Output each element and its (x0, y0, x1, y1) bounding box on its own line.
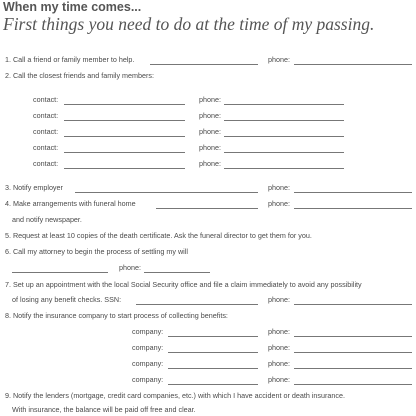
contact-5-label: contact: (33, 159, 59, 168)
item-7-phone-blank[interactable] (294, 304, 412, 305)
contact-4-phone-blank[interactable] (224, 152, 344, 153)
contact-3-blank[interactable] (64, 136, 185, 137)
company-2-phone-label: phone: (268, 343, 290, 352)
company-1-phone-blank[interactable] (294, 336, 412, 337)
item-2-text: 2. Call the closest friends and family members: (5, 71, 155, 80)
contact-3-phone-blank[interactable] (224, 136, 344, 137)
contact-2-label: contact: (33, 111, 59, 120)
item-1-phone-blank[interactable] (294, 64, 412, 65)
company-4-label: company: (132, 375, 164, 384)
contact-2-blank[interactable] (64, 120, 185, 121)
contact-3-label: contact: (33, 127, 59, 136)
company-2-blank[interactable] (168, 352, 258, 353)
item-3-text: 3. Notify employer (5, 183, 63, 192)
item-1-blank[interactable] (150, 64, 258, 65)
item-4-blank[interactable] (156, 208, 258, 209)
contact-5-blank[interactable] (64, 168, 185, 169)
contact-1-phone-blank[interactable] (224, 104, 344, 105)
company-3-blank[interactable] (168, 368, 258, 369)
item-9-text-cont: With insurance, the balance will be paid off free and clear. (12, 405, 196, 414)
item-6-text: 6. Call my attorney to begin the process of settling my will (5, 247, 188, 256)
item-3-phone-blank[interactable] (294, 192, 412, 193)
item-6-phone-blank[interactable] (144, 272, 210, 273)
item-5-text: 5. Request at least 10 copies of the death certificate. Ask the funeral director to get them for you. (5, 231, 312, 240)
form-title: When my time comes... (3, 0, 142, 14)
company-3-label: company: (132, 359, 164, 368)
contact-1-blank[interactable] (64, 104, 185, 105)
contact-2-phone-blank[interactable] (224, 120, 344, 121)
item-4-phone-label: phone: (268, 199, 290, 208)
contact-1-label: contact: (33, 95, 59, 104)
contact-3-phone-label: phone: (199, 127, 221, 136)
form-subtitle: First things you need to do at the time of my passing. (3, 14, 375, 34)
item-3-blank[interactable] (75, 192, 258, 193)
contact-5-phone-blank[interactable] (224, 168, 344, 169)
item-7-phone-label: phone: (268, 295, 290, 304)
company-3-phone-blank[interactable] (294, 368, 412, 369)
ssn-blank[interactable] (136, 304, 258, 305)
item-8-text: 8. Notify the insurance company to start process of collecting benefits: (5, 311, 228, 320)
contact-5-phone-label: phone: (199, 159, 221, 168)
item-4-text-cont: and notify newspaper. (12, 215, 82, 224)
item-7-text-cont: of losing any benefit checks. SSN: (12, 295, 122, 304)
contact-4-blank[interactable] (64, 152, 185, 153)
company-2-phone-blank[interactable] (294, 352, 412, 353)
company-4-phone-blank[interactable] (294, 384, 412, 385)
item-1-text: 1. Call a friend or family member to help. (5, 55, 135, 64)
company-3-phone-label: phone: (268, 359, 290, 368)
item-3-phone-label: phone: (268, 183, 290, 192)
item-9-text: 9. Notify the lenders (mortgage, credit card companies, etc.) with which I have accident or death insurance. (5, 391, 345, 400)
item-7-text: 7. Set up an appointment with the local Social Security office and file a claim immediately to avoid any possibility (5, 280, 362, 289)
item-4-phone-blank[interactable] (294, 208, 412, 209)
contact-2-phone-label: phone: (199, 111, 221, 120)
item-6-blank[interactable] (12, 272, 108, 273)
contact-4-label: contact: (33, 143, 59, 152)
company-1-phone-label: phone: (268, 327, 290, 336)
company-1-label: company: (132, 327, 164, 336)
item-4-text: 4. Make arrangements with funeral home (5, 199, 136, 208)
contact-1-phone-label: phone: (199, 95, 221, 104)
item-1-phone-label: phone: (268, 55, 290, 64)
company-1-blank[interactable] (168, 336, 258, 337)
item-6-phone-label: phone: (119, 263, 141, 272)
company-2-label: company: (132, 343, 164, 352)
contact-4-phone-label: phone: (199, 143, 221, 152)
company-4-phone-label: phone: (268, 375, 290, 384)
company-4-blank[interactable] (168, 384, 258, 385)
